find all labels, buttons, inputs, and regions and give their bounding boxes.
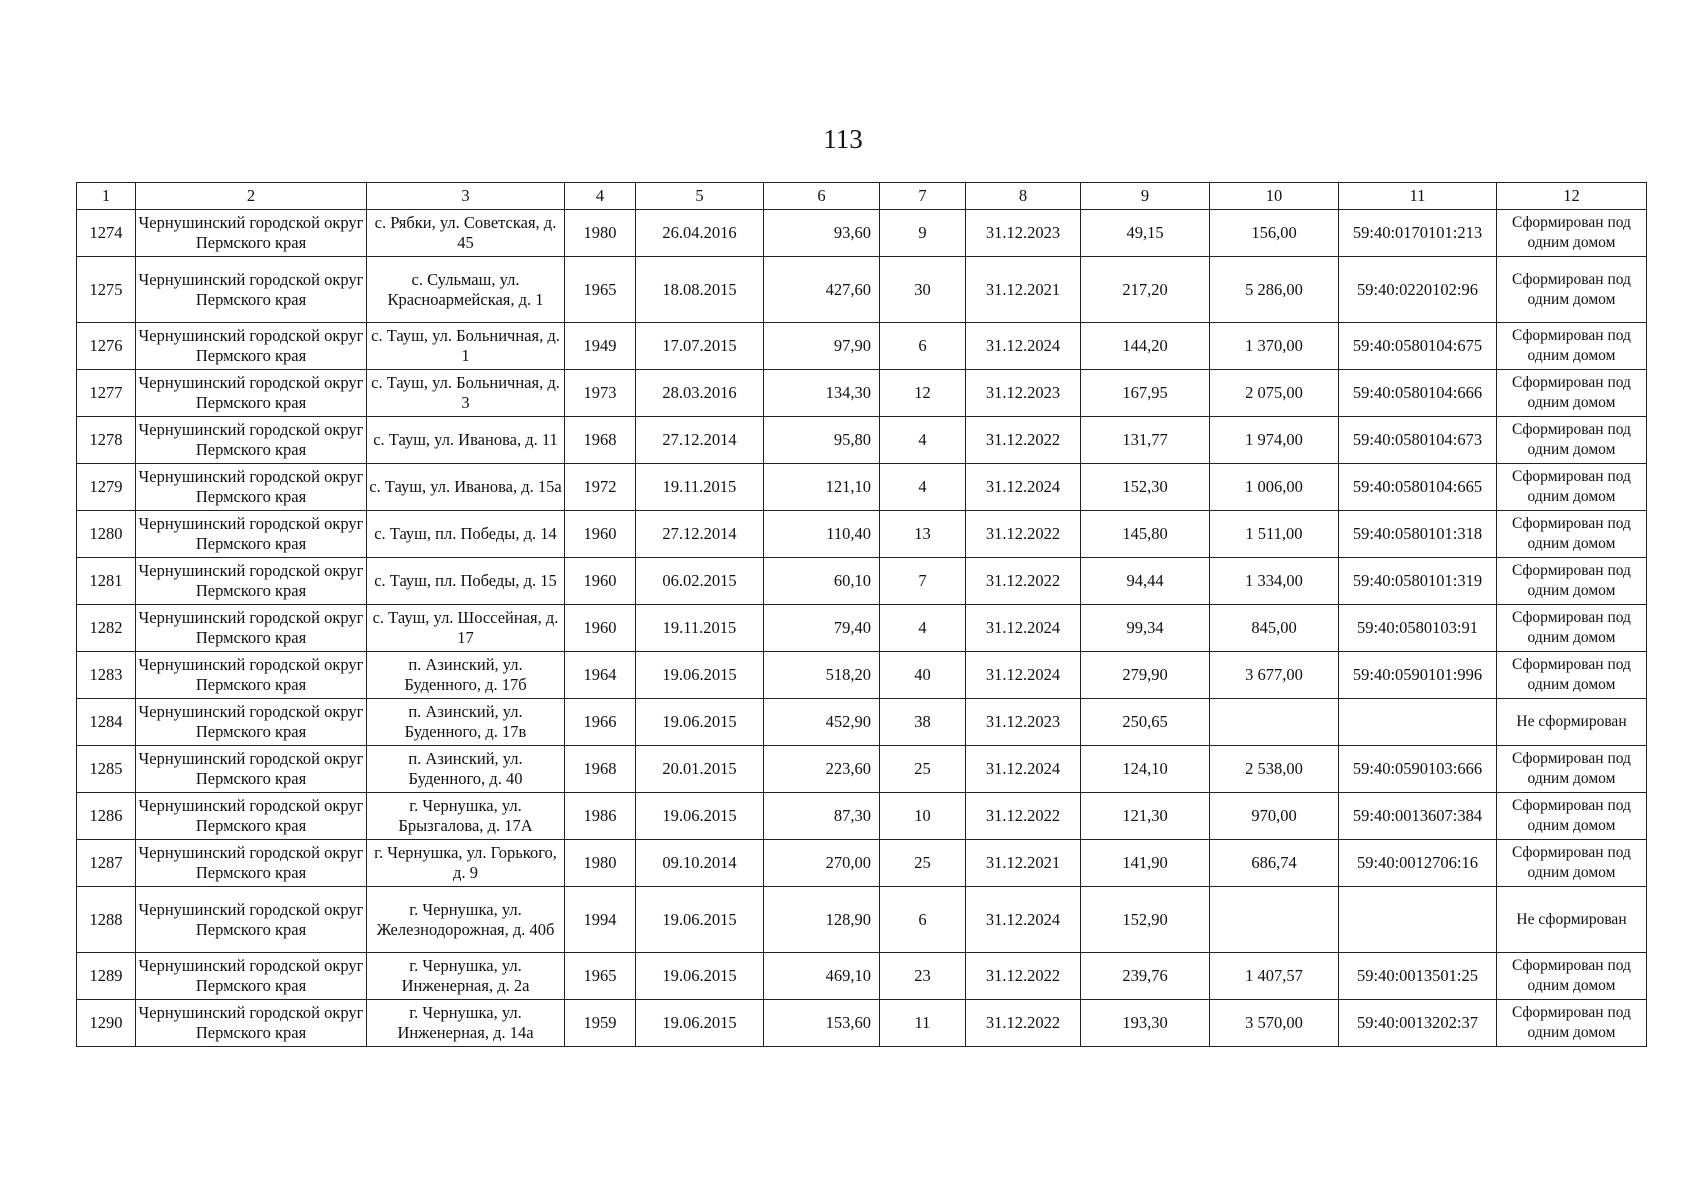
header-cell: 11 — [1339, 183, 1497, 210]
cell-land-status: Сформирован под одним домом — [1497, 605, 1647, 652]
cell-residents: 10 — [880, 793, 966, 840]
cell-area-2: 144,20 — [1081, 323, 1210, 370]
cell-area-2: 239,76 — [1081, 953, 1210, 1000]
cell-organization: Чернушинский городской округ Пермского края — [136, 417, 367, 464]
cell-area-2: 99,34 — [1081, 605, 1210, 652]
cell-deadline: 31.12.2022 — [966, 511, 1081, 558]
cell-year: 1968 — [565, 417, 636, 464]
cell-number: 1282 — [77, 605, 136, 652]
cell-year: 1949 — [565, 323, 636, 370]
cell-deadline: 31.12.2024 — [966, 746, 1081, 793]
cell-deadline: 31.12.2024 — [966, 464, 1081, 511]
table-row — [77, 746, 1647, 793]
header-cell: 9 — [1081, 183, 1210, 210]
header-cell: 7 — [880, 183, 966, 210]
header-cell: 12 — [1497, 183, 1647, 210]
header-row — [77, 183, 1647, 210]
cell-organization: Чернушинский городской округ Пермского края — [136, 1000, 367, 1047]
cell-address: с. Тауш, ул. Шоссейная, д. 17 — [367, 605, 565, 652]
cell-residents: 23 — [880, 953, 966, 1000]
cell-cadastral-number: 59:40:0590101:996 — [1339, 652, 1497, 699]
cell-date: 26.04.2016 — [636, 210, 764, 257]
cell-address: п. Азинский, ул. Буденного, д. 17в — [367, 699, 565, 746]
cell-area-2: 279,90 — [1081, 652, 1210, 699]
cell-number: 1285 — [77, 746, 136, 793]
cell-address: п. Азинский, ул. Буденного, д. 17б — [367, 652, 565, 699]
table-row — [77, 652, 1647, 699]
cell-land-status: Не сформирован — [1497, 887, 1647, 953]
cell-address: с. Сульмаш, ул. Красноармейская, д. 1 — [367, 257, 565, 323]
cell-land-area: 1 370,00 — [1210, 323, 1339, 370]
cell-year: 1980 — [565, 210, 636, 257]
cell-date: 19.06.2015 — [636, 793, 764, 840]
cell-land-area: 1 407,57 — [1210, 953, 1339, 1000]
cell-area: 452,90 — [764, 699, 880, 746]
cell-area: 469,10 — [764, 953, 880, 1000]
table-row — [77, 464, 1647, 511]
cell-cadastral-number: 59:40:0580104:666 — [1339, 370, 1497, 417]
cell-address: с. Тауш, ул. Иванова, д. 11 — [367, 417, 565, 464]
cell-address: с. Тауш, пл. Победы, д. 14 — [367, 511, 565, 558]
table-row — [77, 370, 1647, 417]
cell-land-status: Сформирован под одним домом — [1497, 511, 1647, 558]
cell-deadline: 31.12.2021 — [966, 257, 1081, 323]
cell-residents: 25 — [880, 746, 966, 793]
cell-cadastral-number: 59:40:0580101:318 — [1339, 511, 1497, 558]
cell-date: 19.06.2015 — [636, 953, 764, 1000]
header-cell: 10 — [1210, 183, 1339, 210]
cell-organization: Чернушинский городской округ Пермского края — [136, 511, 367, 558]
cell-land-area: 970,00 — [1210, 793, 1339, 840]
page-number: 113 — [823, 124, 863, 154]
cell-year: 1980 — [565, 840, 636, 887]
cell-area: 153,60 — [764, 1000, 880, 1047]
cell-residents: 4 — [880, 605, 966, 652]
cell-number: 1277 — [77, 370, 136, 417]
cell-residents: 11 — [880, 1000, 966, 1047]
cell-land-area: 1 006,00 — [1210, 464, 1339, 511]
cell-organization: Чернушинский городской округ Пермского края — [136, 793, 367, 840]
cell-year: 1965 — [565, 953, 636, 1000]
cell-organization: Чернушинский городской округ Пермского края — [136, 840, 367, 887]
cell-area-2: 124,10 — [1081, 746, 1210, 793]
cell-cadastral-number: 59:40:0580104:673 — [1339, 417, 1497, 464]
cell-land-status: Сформирован под одним домом — [1497, 417, 1647, 464]
cell-number: 1280 — [77, 511, 136, 558]
cell-date: 27.12.2014 — [636, 511, 764, 558]
cell-organization: Чернушинский городской округ Пермского края — [136, 887, 367, 953]
cell-number: 1289 — [77, 953, 136, 1000]
cell-area: 87,30 — [764, 793, 880, 840]
cell-organization: Чернушинский городской округ Пермского края — [136, 257, 367, 323]
cell-land-status: Сформирован под одним домом — [1497, 652, 1647, 699]
table-row — [77, 417, 1647, 464]
housing-table — [76, 182, 1647, 1047]
cell-area-2: 152,90 — [1081, 887, 1210, 953]
cell-area-2: 131,77 — [1081, 417, 1210, 464]
cell-number: 1274 — [77, 210, 136, 257]
cell-address: с. Тауш, ул. Больничная, д. 1 — [367, 323, 565, 370]
cell-deadline: 31.12.2022 — [966, 1000, 1081, 1047]
cell-area: 121,10 — [764, 464, 880, 511]
cell-residents: 7 — [880, 558, 966, 605]
cell-area-2: 217,20 — [1081, 257, 1210, 323]
cell-deadline: 31.12.2023 — [966, 699, 1081, 746]
cell-area: 128,90 — [764, 887, 880, 953]
cell-cadastral-number: 59:40:0590103:666 — [1339, 746, 1497, 793]
cell-residents: 12 — [880, 370, 966, 417]
cell-organization: Чернушинский городской округ Пермского края — [136, 210, 367, 257]
cell-cadastral-number: 59:40:0170101:213 — [1339, 210, 1497, 257]
cell-organization: Чернушинский городской округ Пермского края — [136, 953, 367, 1000]
cell-address: г. Чернушка, ул. Инженерная, д. 2а — [367, 953, 565, 1000]
cell-deadline: 31.12.2024 — [966, 605, 1081, 652]
cell-date: 09.10.2014 — [636, 840, 764, 887]
table-row — [77, 605, 1647, 652]
table-row — [77, 840, 1647, 887]
cell-area-2: 94,44 — [1081, 558, 1210, 605]
cell-date: 19.06.2015 — [636, 1000, 764, 1047]
cell-number: 1276 — [77, 323, 136, 370]
cell-year: 1973 — [565, 370, 636, 417]
cell-date: 27.12.2014 — [636, 417, 764, 464]
cell-residents: 9 — [880, 210, 966, 257]
cell-number: 1281 — [77, 558, 136, 605]
table-row — [77, 953, 1647, 1000]
cell-land-area: 686,74 — [1210, 840, 1339, 887]
cell-number: 1287 — [77, 840, 136, 887]
cell-land-status: Сформирован под одним домом — [1497, 370, 1647, 417]
cell-residents: 6 — [880, 887, 966, 953]
cell-area: 110,40 — [764, 511, 880, 558]
table-row — [77, 699, 1647, 746]
cell-area-2: 145,80 — [1081, 511, 1210, 558]
cell-address: г. Чернушка, ул. Горького, д. 9 — [367, 840, 565, 887]
table-row — [77, 511, 1647, 558]
cell-address: с. Рябки, ул. Советская, д. 45 — [367, 210, 565, 257]
cell-number: 1275 — [77, 257, 136, 323]
cell-land-area: 845,00 — [1210, 605, 1339, 652]
cell-year: 1972 — [565, 464, 636, 511]
header-cell: 4 — [565, 183, 636, 210]
cell-area: 60,10 — [764, 558, 880, 605]
cell-address: г. Чернушка, ул. Брызгалова, д. 17А — [367, 793, 565, 840]
cell-year: 1960 — [565, 511, 636, 558]
cell-year: 1994 — [565, 887, 636, 953]
cell-residents: 6 — [880, 323, 966, 370]
cell-cadastral-number — [1339, 699, 1497, 746]
cell-area: 79,40 — [764, 605, 880, 652]
cell-deadline: 31.12.2023 — [966, 370, 1081, 417]
cell-address: г. Чернушка, ул. Железнодорожная, д. 40б — [367, 887, 565, 953]
cell-cadastral-number: 59:40:0013607:384 — [1339, 793, 1497, 840]
cell-residents: 30 — [880, 257, 966, 323]
cell-number: 1286 — [77, 793, 136, 840]
header-cell: 8 — [966, 183, 1081, 210]
cell-land-area: 1 511,00 — [1210, 511, 1339, 558]
header-cell: 6 — [764, 183, 880, 210]
cell-date: 06.02.2015 — [636, 558, 764, 605]
cell-number: 1288 — [77, 887, 136, 953]
cell-deadline: 31.12.2022 — [966, 558, 1081, 605]
cell-cadastral-number: 59:40:0580104:665 — [1339, 464, 1497, 511]
cell-land-area: 156,00 — [1210, 210, 1339, 257]
cell-land-status: Сформирован под одним домом — [1497, 953, 1647, 1000]
cell-year: 1965 — [565, 257, 636, 323]
cell-organization: Чернушинский городской округ Пермского края — [136, 605, 367, 652]
cell-organization: Чернушинский городской округ Пермского края — [136, 370, 367, 417]
cell-date: 19.11.2015 — [636, 605, 764, 652]
cell-area: 97,90 — [764, 323, 880, 370]
cell-area: 134,30 — [764, 370, 880, 417]
table-row — [77, 1000, 1647, 1047]
cell-year: 1986 — [565, 793, 636, 840]
cell-organization: Чернушинский городской округ Пермского края — [136, 323, 367, 370]
cell-land-area: 3 570,00 — [1210, 1000, 1339, 1047]
cell-land-area: 5 286,00 — [1210, 257, 1339, 323]
cell-year: 1966 — [565, 699, 636, 746]
cell-deadline: 31.12.2022 — [966, 953, 1081, 1000]
cell-land-area: 1 974,00 — [1210, 417, 1339, 464]
cell-number: 1290 — [77, 1000, 136, 1047]
cell-land-status: Сформирован под одним домом — [1497, 558, 1647, 605]
cell-cadastral-number: 59:40:0580104:675 — [1339, 323, 1497, 370]
cell-area: 95,80 — [764, 417, 880, 464]
cell-land-status: Сформирован под одним домом — [1497, 793, 1647, 840]
cell-organization: Чернушинский городской округ Пермского края — [136, 558, 367, 605]
cell-cadastral-number: 59:40:0013202:37 — [1339, 1000, 1497, 1047]
cell-address: г. Чернушка, ул. Инженерная, д. 14а — [367, 1000, 565, 1047]
cell-organization: Чернушинский городской округ Пермского края — [136, 464, 367, 511]
cell-year: 1960 — [565, 558, 636, 605]
cell-cadastral-number: 59:40:0013501:25 — [1339, 953, 1497, 1000]
cell-date: 17.07.2015 — [636, 323, 764, 370]
cell-residents: 40 — [880, 652, 966, 699]
cell-land-area — [1210, 699, 1339, 746]
cell-year: 1968 — [565, 746, 636, 793]
cell-residents: 13 — [880, 511, 966, 558]
cell-area: 518,20 — [764, 652, 880, 699]
cell-cadastral-number: 59:40:0220102:96 — [1339, 257, 1497, 323]
cell-residents: 4 — [880, 417, 966, 464]
cell-land-status: Сформирован под одним домом — [1497, 257, 1647, 323]
table-row — [77, 257, 1647, 323]
cell-deadline: 31.12.2024 — [966, 887, 1081, 953]
cell-deadline: 31.12.2022 — [966, 417, 1081, 464]
cell-area: 223,60 — [764, 746, 880, 793]
cell-cadastral-number: 59:40:0580103:91 — [1339, 605, 1497, 652]
cell-address: с. Тауш, пл. Победы, д. 15 — [367, 558, 565, 605]
cell-area: 93,60 — [764, 210, 880, 257]
table-body — [77, 210, 1647, 1047]
table-row — [77, 887, 1647, 953]
cell-number: 1278 — [77, 417, 136, 464]
header-cell: 1 — [77, 183, 136, 210]
cell-land-area — [1210, 887, 1339, 953]
cell-organization: Чернушинский городской округ Пермского края — [136, 699, 367, 746]
table-row — [77, 793, 1647, 840]
cell-area-2: 49,15 — [1081, 210, 1210, 257]
cell-land-area: 2 538,00 — [1210, 746, 1339, 793]
cell-date: 20.01.2015 — [636, 746, 764, 793]
cell-land-status: Сформирован под одним домом — [1497, 464, 1647, 511]
cell-land-status: Сформирован под одним домом — [1497, 323, 1647, 370]
cell-area-2: 121,30 — [1081, 793, 1210, 840]
cell-date: 19.11.2015 — [636, 464, 764, 511]
cell-date: 19.06.2015 — [636, 699, 764, 746]
cell-land-status: Сформирован под одним домом — [1497, 1000, 1647, 1047]
cell-year: 1960 — [565, 605, 636, 652]
cell-date: 28.03.2016 — [636, 370, 764, 417]
cell-date: 18.08.2015 — [636, 257, 764, 323]
cell-organization: Чернушинский городской округ Пермского края — [136, 652, 367, 699]
cell-year: 1964 — [565, 652, 636, 699]
cell-area: 427,60 — [764, 257, 880, 323]
cell-land-status: Сформирован под одним домом — [1497, 210, 1647, 257]
cell-residents: 25 — [880, 840, 966, 887]
table-row — [77, 323, 1647, 370]
header-cell: 3 — [367, 183, 565, 210]
cell-date: 19.06.2015 — [636, 887, 764, 953]
cell-number: 1279 — [77, 464, 136, 511]
cell-address: с. Тауш, ул. Иванова, д. 15а — [367, 464, 565, 511]
cell-land-area: 2 075,00 — [1210, 370, 1339, 417]
cell-cadastral-number: 59:40:0012706:16 — [1339, 840, 1497, 887]
cell-land-area: 1 334,00 — [1210, 558, 1339, 605]
header-cell: 2 — [136, 183, 367, 210]
cell-area-2: 250,65 — [1081, 699, 1210, 746]
cell-deadline: 31.12.2024 — [966, 652, 1081, 699]
cell-year: 1959 — [565, 1000, 636, 1047]
table-row — [77, 210, 1647, 257]
cell-deadline: 31.12.2024 — [966, 323, 1081, 370]
cell-land-status: Не сформирован — [1497, 699, 1647, 746]
cell-cadastral-number — [1339, 887, 1497, 953]
cell-land-status: Сформирован под одним домом — [1497, 840, 1647, 887]
cell-area-2: 193,30 — [1081, 1000, 1210, 1047]
cell-date: 19.06.2015 — [636, 652, 764, 699]
cell-land-status: Сформирован под одним домом — [1497, 746, 1647, 793]
cell-area-2: 167,95 — [1081, 370, 1210, 417]
cell-address: с. Тауш, ул. Больничная, д. 3 — [367, 370, 565, 417]
table-header — [77, 183, 1647, 210]
cell-area-2: 152,30 — [1081, 464, 1210, 511]
cell-deadline: 31.12.2022 — [966, 793, 1081, 840]
cell-deadline: 31.12.2023 — [966, 210, 1081, 257]
cell-land-area: 3 677,00 — [1210, 652, 1339, 699]
cell-residents: 4 — [880, 464, 966, 511]
table-row — [77, 558, 1647, 605]
header-cell: 5 — [636, 183, 764, 210]
cell-area-2: 141,90 — [1081, 840, 1210, 887]
cell-residents: 38 — [880, 699, 966, 746]
cell-number: 1284 — [77, 699, 136, 746]
cell-cadastral-number: 59:40:0580101:319 — [1339, 558, 1497, 605]
cell-area: 270,00 — [764, 840, 880, 887]
cell-organization: Чернушинский городской округ Пермского края — [136, 746, 367, 793]
cell-number: 1283 — [77, 652, 136, 699]
cell-deadline: 31.12.2021 — [966, 840, 1081, 887]
cell-address: п. Азинский, ул. Буденного, д. 40 — [367, 746, 565, 793]
